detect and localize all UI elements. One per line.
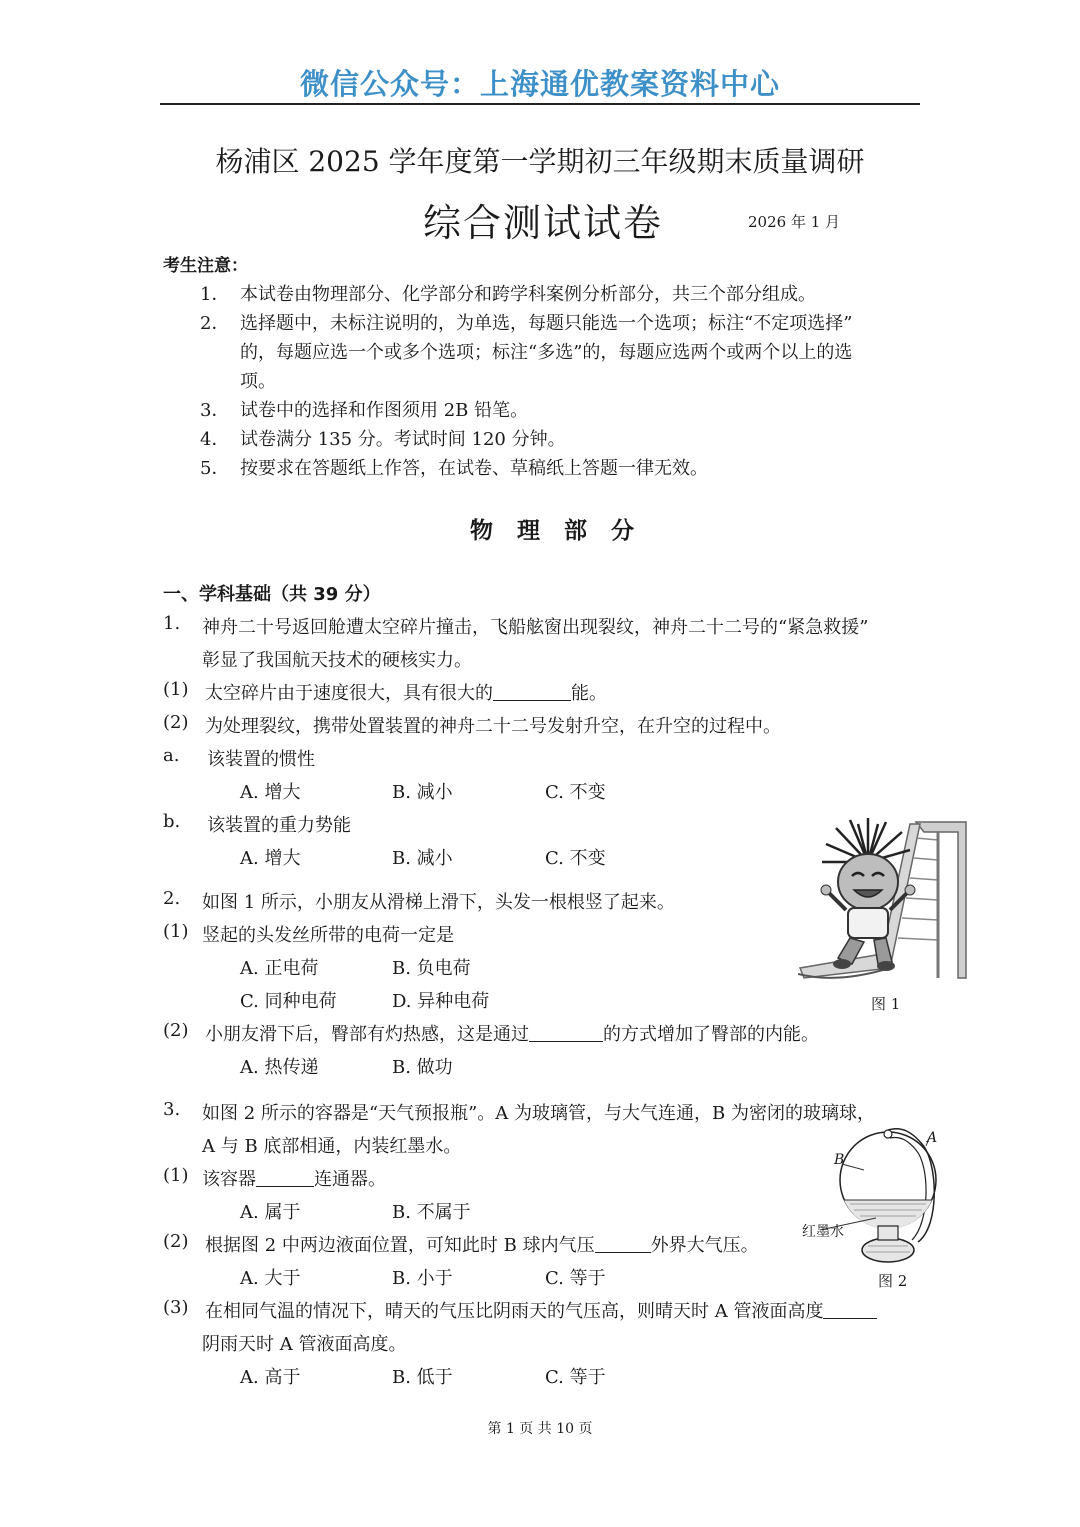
figure-1-slide-illustration — [798, 818, 968, 988]
q3p2-option-b[interactable]: B. 小于 — [392, 1268, 453, 1289]
q2-number: 2. — [163, 888, 181, 909]
figure-2-label-a: A — [927, 1130, 938, 1146]
notice-heading: 考生注意： — [163, 256, 248, 276]
figure-2-label-b: B — [834, 1152, 845, 1168]
notice-item-4: 试卷满分 135 分。考试时间 120 分钟。 — [240, 429, 566, 450]
q1-stem-line1: 神舟二十号返回舱遭太空碎片撞击，飞船舷窗出现裂纹，神舟二十二号的“紧急救援” — [202, 617, 869, 638]
q2-part1-number: (1) — [163, 921, 189, 942]
q3p2-option-c[interactable]: C. 等于 — [545, 1268, 606, 1289]
q1-sub-b-label: b. — [163, 811, 181, 832]
q3-number: 3. — [163, 1099, 181, 1120]
q3p3-option-c[interactable]: C. 等于 — [545, 1367, 606, 1388]
q1-number: 1. — [163, 613, 181, 634]
bottle-neck — [878, 1226, 898, 1240]
q3-part1-number: (1) — [163, 1165, 189, 1186]
q3p3-option-a[interactable]: A. 高于 — [240, 1367, 301, 1388]
q3-part3-text: 在相同气温的情况下，晴天的气压比阴雨天的气压高，则晴天时 A 管液面高度 — [205, 1301, 824, 1322]
answer-blank[interactable] — [493, 682, 571, 701]
q1-part1 — [205, 679, 607, 705]
part1-heading: 一、学科基础（共 39 分） — [163, 584, 381, 605]
tube-opening — [884, 1130, 892, 1138]
child-head — [838, 854, 898, 910]
q2p2-option-b[interactable]: B. 做功 — [392, 1057, 453, 1078]
answer-blank[interactable] — [595, 1234, 651, 1253]
q1a-option-b[interactable]: B. 减小 — [392, 782, 453, 803]
bottle-base — [862, 1238, 914, 1262]
q1-part1-number: (1) — [163, 679, 189, 700]
q1b-option-b[interactable]: B. 减小 — [392, 848, 453, 869]
notice-item-5: 按要求在答题纸上作答，在试卷、草稿纸上答题一律无效。 — [240, 458, 708, 479]
notice-item-2-line1: 选择题中，未标注说明的，为单选，每题只能选一个选项；标注“不定项选择” — [240, 313, 853, 334]
notice-num-3: 3． — [200, 400, 230, 421]
q1-stem-line2: 彰显了我国航天技术的硬核实力。 — [202, 650, 472, 671]
q3-part2-number: (2) — [163, 1231, 189, 1252]
q3-part3-number: (3) — [163, 1297, 189, 1318]
q1a-option-a[interactable]: A. 增大 — [240, 782, 301, 803]
q1-sub-a-text: 该装置的惯性 — [207, 749, 315, 770]
q2-part2 — [205, 1020, 819, 1046]
slide-ladder-frame — [916, 822, 966, 978]
q2-stem: 如图 1 所示，小朋友从滑梯上滑下，头发一根根竖了起来。 — [202, 892, 675, 913]
answer-blank[interactable] — [256, 1168, 314, 1187]
q3-part1 — [202, 1165, 386, 1191]
q1-sub-a-label: a. — [163, 745, 180, 766]
q3p2-option-a[interactable]: A. 大于 — [240, 1268, 301, 1289]
q1-part2-text: 为处理裂纹，携带处置装置的神舟二十二号发射升空，在升空的过程中。 — [205, 716, 781, 737]
q3p3-option-b[interactable]: B. 低于 — [392, 1367, 453, 1388]
q3-stem-line1: 如图 2 所示的容器是“天气预报瓶”。A 为玻璃管，与大气连通，B 为密闭的玻璃球， — [202, 1103, 875, 1124]
header-rule — [160, 103, 920, 105]
notice-item-2-line2: 的，每题应选一个或多个选项；标注“多选”的，每题应选两个或两个以上的选 — [240, 342, 853, 363]
exam-title-line2: 综合测试试卷 — [423, 201, 664, 245]
q3p1-option-b[interactable]: B. 不属于 — [392, 1202, 471, 1223]
exam-title-line1: 杨浦区 2025 学年度第一学期初三年级期末质量调研 — [215, 145, 865, 178]
figure-2-label: 图 2 — [878, 1272, 908, 1290]
figure-2-label-ink: 红墨水 — [802, 1224, 844, 1240]
q2p2-option-a[interactable]: A. 热传递 — [240, 1057, 319, 1078]
q2p1-option-d[interactable]: D. 异种电荷 — [392, 991, 490, 1012]
exam-date: 2026 年 1 月 — [748, 213, 841, 231]
q1-part1-text: 太空碎片由于速度很大，具有很大的 — [205, 683, 493, 704]
answer-blank[interactable] — [529, 1023, 603, 1042]
q2p1-option-a[interactable]: A. 正电荷 — [240, 958, 319, 979]
watermark-banner: 微信公众号：上海通优教案资料中心 — [299, 67, 780, 101]
q3-part1-text: 该容器 — [202, 1169, 256, 1190]
notice-item-3: 试卷中的选择和作图须用 2B 铅笔。 — [240, 400, 529, 421]
q2p1-option-c[interactable]: C. 同种电荷 — [240, 991, 337, 1012]
q3-part2 — [205, 1231, 759, 1257]
notice-num-5: 5． — [200, 458, 230, 479]
q3-part2-text: 根据图 2 中两边液面位置，可知此时 B 球内气压 — [205, 1235, 595, 1256]
q3-part2-suffix: 外界大气压。 — [650, 1235, 759, 1256]
page-footer: 第 1 页 共 10 页 — [487, 1421, 593, 1437]
q3-part1-suffix: 连通器。 — [314, 1169, 386, 1190]
notice-item-1: 本试卷由物理部分、化学部分和跨学科案例分析部分，共三个部分组成。 — [240, 284, 816, 305]
notice-num-1: 1． — [200, 284, 230, 305]
q3-stem-line2: A 与 B 底部相通，内装红墨水。 — [202, 1136, 462, 1157]
notice-item-2-line3: 项。 — [240, 371, 276, 392]
child-hand-left — [821, 885, 831, 895]
section-title: 物理部分 — [470, 518, 658, 544]
answer-blank[interactable] — [823, 1300, 877, 1319]
q1b-option-a[interactable]: A. 增大 — [240, 848, 301, 869]
child-shirt — [848, 908, 888, 938]
q3-part3-line1 — [205, 1297, 877, 1323]
q2-part1-text: 竖起的头发丝所带的电荷一定是 — [202, 925, 454, 946]
q2-part2-number: (2) — [163, 1020, 189, 1041]
figure-1-label: 图 1 — [871, 995, 901, 1013]
q1-part2-number: (2) — [163, 712, 189, 733]
q1-sub-b-text: 该装置的重力势能 — [207, 815, 351, 836]
child-shoe-right — [877, 961, 895, 971]
q2-part2-text: 小朋友滑下后，臀部有灼热感，这是通过 — [205, 1024, 529, 1045]
notice-num-2: 2． — [200, 313, 230, 334]
q2p1-option-b[interactable]: B. 负电荷 — [392, 958, 471, 979]
q1b-option-c[interactable]: C. 不变 — [545, 848, 606, 869]
child-hand-right — [905, 885, 915, 895]
notice-num-4: 4． — [200, 429, 230, 450]
q2-part2-suffix: 的方式增加了臀部的内能。 — [603, 1024, 819, 1045]
child-shoe-left — [833, 959, 851, 969]
q3p1-option-a[interactable]: A. 属于 — [240, 1202, 301, 1223]
q1a-option-c[interactable]: C. 不变 — [545, 782, 606, 803]
q3-part3-line2: 阴雨天时 A 管液面高度。 — [202, 1334, 407, 1355]
q1-part1-suffix: 能。 — [571, 683, 607, 704]
